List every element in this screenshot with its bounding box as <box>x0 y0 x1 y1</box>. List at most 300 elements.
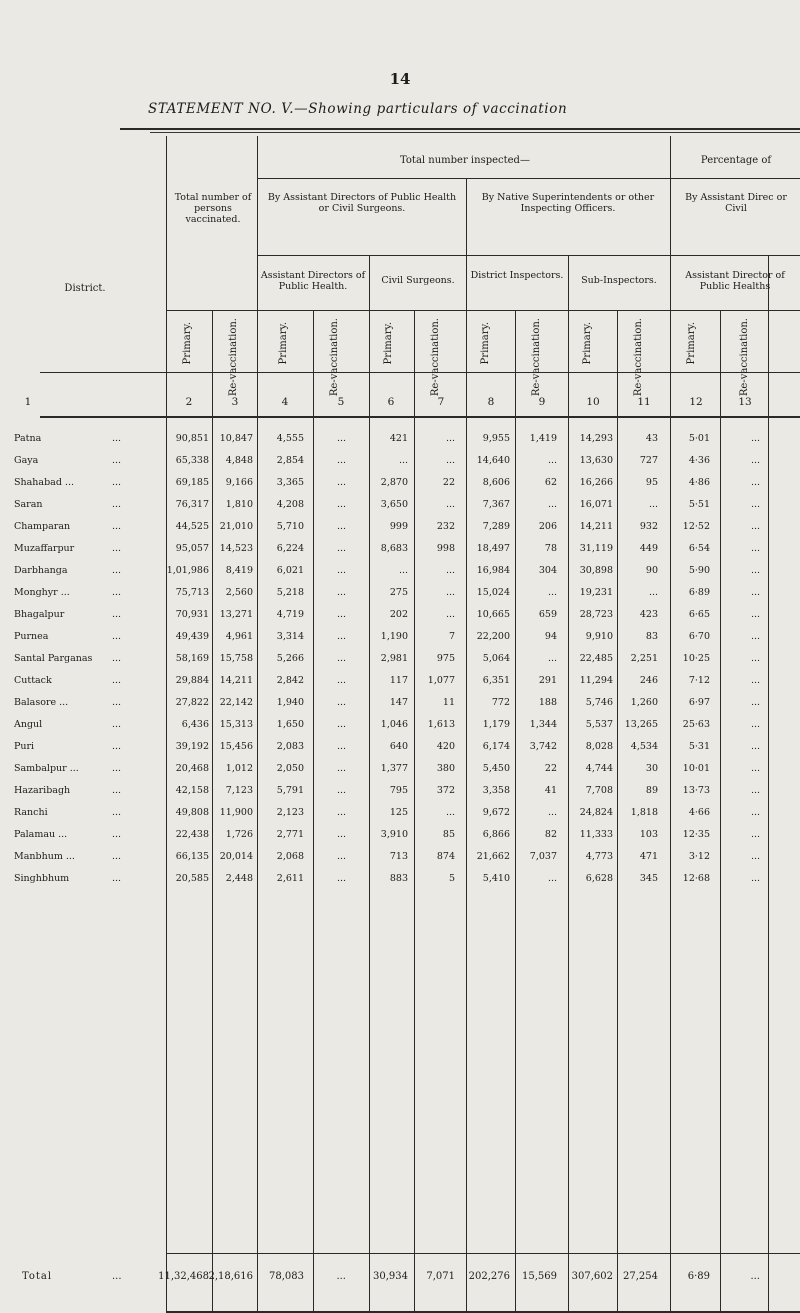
cell-total-revacc: 2,18,616 <box>208 1271 253 1282</box>
cell-total-primary: 44,525 <box>175 521 209 532</box>
cell-pct-revacc: ... <box>750 521 760 532</box>
cell-adph-revacc: ... <box>336 1271 346 1282</box>
primary-label: Primary. <box>686 322 697 365</box>
district-name: Saran <box>14 499 43 510</box>
cell-cs-primary: ... <box>398 565 408 576</box>
cell-total-primary: 49,808 <box>175 807 209 818</box>
leader-dots: ... <box>112 741 122 752</box>
cell-pct-primary: 6·89 <box>687 1271 710 1282</box>
cell-total-revacc: 1,012 <box>225 763 253 774</box>
cell-adph-primary: 5,791 <box>276 785 304 796</box>
cell-cs-revacc: 874 <box>436 851 455 862</box>
cell-pct-revacc: ... <box>750 543 760 554</box>
cell-pct-revacc: ... <box>750 741 760 752</box>
cell-adph-primary: 3,365 <box>276 477 304 488</box>
cell-adph-primary: 4,555 <box>276 433 304 444</box>
asst-direc-civil-header: By Assistant Direc or Civil <box>685 192 787 214</box>
cell-cs-revacc: 7 <box>448 631 455 642</box>
cell-di-primary: 21,662 <box>476 851 510 862</box>
cell-total-revacc: 22,142 <box>219 697 253 708</box>
table-row <box>0 477 800 499</box>
cell-pct-revacc: ... <box>750 477 760 488</box>
cell-pct-primary: 12·35 <box>682 829 710 840</box>
cell-adph-primary: 5,710 <box>276 521 304 532</box>
leader-dots: ... <box>112 873 122 884</box>
cell-pct-revacc: ... <box>750 433 760 444</box>
cell-pct-primary: 10·25 <box>682 653 710 664</box>
cell-adph-primary: 2,842 <box>276 675 304 686</box>
sub-inspectors-header: Sub-Inspectors. <box>581 275 657 286</box>
cell-si-primary: 307,602 <box>571 1271 613 1282</box>
cell-si-primary: 13,630 <box>579 455 613 466</box>
cell-di-primary: 772 <box>491 697 510 708</box>
cell-di-primary: 6,866 <box>482 829 510 840</box>
cell-adph-revacc: ... <box>336 697 346 708</box>
civil-surgeons-header: Civil Surgeons. <box>381 275 455 286</box>
total-vaccinated-header: Total number of persons vaccinated. <box>174 192 252 225</box>
cell-si-primary: 4,744 <box>585 763 613 774</box>
top-rule-thin <box>150 132 800 133</box>
cell-si-revacc: 932 <box>639 521 658 532</box>
cell-total-revacc: 15,456 <box>219 741 253 752</box>
cell-si-primary: 14,211 <box>579 521 613 532</box>
cell-di-revacc: 188 <box>538 697 557 708</box>
cell-pct-primary: 12·52 <box>682 521 710 532</box>
divider <box>257 255 800 256</box>
cell-total-primary: 70,931 <box>175 609 209 620</box>
cell-adph-revacc: ... <box>336 851 346 862</box>
table-row <box>0 521 800 543</box>
cell-cs-revacc: 1,077 <box>427 675 455 686</box>
cell-adph-primary: 4,719 <box>276 609 304 620</box>
leader-dots: ... <box>112 543 122 554</box>
table-row <box>0 565 800 587</box>
cell-cs-revacc: 998 <box>436 543 455 554</box>
cell-di-revacc: ... <box>547 807 557 818</box>
cell-si-revacc: 27,254 <box>623 1271 658 1282</box>
cell-cs-revacc: 372 <box>436 785 455 796</box>
cell-si-primary: 9,910 <box>585 631 613 642</box>
col-number: 1 <box>24 396 32 408</box>
revaccination-label: Re-vaccination. <box>739 318 750 397</box>
leader-dots: ... <box>112 851 122 862</box>
col-number: 6 <box>387 396 395 408</box>
cell-di-primary: 5,450 <box>482 763 510 774</box>
cell-di-revacc: 41 <box>544 785 557 796</box>
cell-adph-revacc: ... <box>336 741 346 752</box>
leader-dots: ... <box>112 653 122 664</box>
cell-adph-primary: 2,771 <box>276 829 304 840</box>
cell-pct-primary: 6·54 <box>688 543 710 554</box>
cell-adph-primary: 5,266 <box>276 653 304 664</box>
table-row <box>0 433 800 455</box>
col-number: 4 <box>281 396 289 408</box>
cell-adph-revacc: ... <box>336 653 346 664</box>
cell-si-revacc: ... <box>648 499 658 510</box>
cell-di-primary: 15,024 <box>476 587 510 598</box>
cell-pct-primary: 25·63 <box>682 719 710 730</box>
cell-cs-primary: 1,190 <box>380 631 408 642</box>
cell-si-revacc: 449 <box>639 543 658 554</box>
cell-cs-primary: 30,934 <box>373 1271 408 1282</box>
cell-cs-primary: 125 <box>389 807 408 818</box>
total-label: Total <box>22 1271 53 1282</box>
leader-dots: ... <box>112 829 122 840</box>
cell-total-primary: 42,158 <box>175 785 209 796</box>
cell-pct-primary: 6·89 <box>688 587 710 598</box>
cell-si-revacc: 13,265 <box>624 719 658 730</box>
cell-adph-revacc: ... <box>336 675 346 686</box>
cell-cs-revacc: 7,071 <box>426 1271 455 1282</box>
cell-si-primary: 24,824 <box>579 807 613 818</box>
district-name: Darbhanga <box>14 565 68 576</box>
leader-dots: ... <box>112 565 122 576</box>
cell-di-revacc: 1,344 <box>529 719 557 730</box>
district-name: Bhagalpur <box>14 609 65 620</box>
cell-di-primary: 8,606 <box>482 477 510 488</box>
district-inspectors-header: District Inspectors. <box>470 270 564 281</box>
cell-adph-revacc: ... <box>336 543 346 554</box>
cell-adph-revacc: ... <box>336 587 346 598</box>
cell-pct-revacc: ... <box>750 675 760 686</box>
cell-adph-primary: 6,021 <box>276 565 304 576</box>
cell-cs-revacc: ... <box>445 433 455 444</box>
cell-total-primary: 95,057 <box>175 543 209 554</box>
table-row <box>0 675 800 697</box>
cell-di-revacc: 206 <box>538 521 557 532</box>
cell-total-primary: 27,822 <box>175 697 209 708</box>
cell-si-revacc: 2,251 <box>630 653 658 664</box>
divider <box>257 178 800 179</box>
cell-pct-primary: 13·73 <box>682 785 710 796</box>
native-supts-header: By Native Superintendents or other Inspecting Officers. <box>481 192 655 214</box>
cell-total-revacc: 14,211 <box>219 675 253 686</box>
cell-cs-primary: 117 <box>389 675 408 686</box>
col-number: 8 <box>487 396 495 408</box>
district-name: Muzaffarpur <box>14 543 75 554</box>
cell-cs-revacc: 85 <box>442 829 455 840</box>
cell-adph-revacc: ... <box>336 521 346 532</box>
primary-label: Primary. <box>278 322 289 365</box>
cell-cs-primary: 3,910 <box>380 829 408 840</box>
district-name: Santal Parganas <box>14 653 93 664</box>
table-row <box>0 829 800 851</box>
cell-si-revacc: 83 <box>645 631 658 642</box>
cell-pct-primary: 12·68 <box>682 873 710 884</box>
cell-di-primary: 6,351 <box>482 675 510 686</box>
total-inspected-header: Total number inspected— <box>400 155 530 166</box>
cell-cs-revacc: 420 <box>436 741 455 752</box>
district-name: Hazaribagh <box>14 785 71 796</box>
table-row <box>0 609 800 631</box>
district-name: Cuttack <box>14 675 52 686</box>
cell-si-primary: 8,028 <box>585 741 613 752</box>
asst-director-ph-right-header: Assistant Director of Public Healths <box>685 270 785 292</box>
cell-total-revacc: 13,271 <box>219 609 253 620</box>
top-rule <box>120 128 800 130</box>
leader-dots: ... <box>112 521 122 532</box>
cell-cs-revacc: 5 <box>448 873 455 884</box>
cell-total-revacc: 21,010 <box>219 521 253 532</box>
cell-pct-revacc: ... <box>750 455 760 466</box>
cell-pct-revacc: ... <box>750 1271 760 1282</box>
cell-pct-primary: 5·90 <box>688 565 710 576</box>
cell-si-revacc: 90 <box>645 565 658 576</box>
table-row <box>0 807 800 829</box>
cell-total-revacc: 1,810 <box>225 499 253 510</box>
district-name: Shahabad ... <box>14 477 74 488</box>
table-row <box>0 763 800 785</box>
cell-di-primary: 22,200 <box>476 631 510 642</box>
cell-adph-revacc: ... <box>336 763 346 774</box>
cell-di-revacc: 78 <box>544 543 557 554</box>
cell-adph-revacc: ... <box>336 807 346 818</box>
cell-si-revacc: 1,260 <box>630 697 658 708</box>
col-number: 13 <box>738 396 752 408</box>
cell-di-primary: 7,367 <box>482 499 510 510</box>
col-number: 7 <box>437 396 445 408</box>
cell-cs-revacc: 11 <box>442 697 455 708</box>
leader-dots: ... <box>112 675 122 686</box>
cell-cs-primary: 1,046 <box>380 719 408 730</box>
revaccination-label: Re-vaccination. <box>430 318 441 397</box>
cell-cs-primary: 640 <box>389 741 408 752</box>
cell-total-revacc: 14,523 <box>219 543 253 554</box>
district-name: Puri <box>14 741 35 752</box>
cell-pct-primary: 5·01 <box>688 433 710 444</box>
cell-total-revacc: 9,166 <box>225 477 253 488</box>
leader-dots: ... <box>112 763 122 774</box>
percentage-header: Percentage of <box>700 155 772 166</box>
cell-adph-primary: 2,123 <box>276 807 304 818</box>
divider <box>166 1253 800 1254</box>
cell-pct-revacc: ... <box>750 807 760 818</box>
cell-si-primary: 11,294 <box>579 675 613 686</box>
cell-total-primary: 29,884 <box>175 675 209 686</box>
revaccination-label: Re-vaccination. <box>633 318 644 397</box>
cell-di-primary: 18,497 <box>476 543 510 554</box>
cell-cs-primary: ... <box>398 455 408 466</box>
primary-label: Primary. <box>480 322 491 365</box>
cell-pct-primary: 3·12 <box>688 851 710 862</box>
cell-adph-primary: 1,650 <box>276 719 304 730</box>
asst-directors-ph-header: Assistant Directors of Public Health. <box>260 270 366 292</box>
table-row <box>0 697 800 719</box>
district-name: Purnea <box>14 631 49 642</box>
table-row <box>0 741 800 763</box>
cell-cs-primary: 202 <box>389 609 408 620</box>
cell-si-primary: 11,333 <box>579 829 613 840</box>
cell-total-revacc: 7,123 <box>225 785 253 796</box>
leader-dots: ... <box>112 807 122 818</box>
cell-si-primary: 22,485 <box>579 653 613 664</box>
cell-pct-revacc: ... <box>750 565 760 576</box>
leader-dots: ... <box>112 697 122 708</box>
cell-adph-primary: 2,083 <box>276 741 304 752</box>
cell-total-primary: 11,32,468 <box>158 1271 209 1282</box>
cell-si-primary: 19,231 <box>579 587 613 598</box>
cell-di-revacc: 62 <box>544 477 557 488</box>
cell-di-revacc: 304 <box>538 565 557 576</box>
cell-di-revacc: 94 <box>544 631 557 642</box>
cell-di-primary: 9,672 <box>482 807 510 818</box>
statement-heading <box>148 101 788 117</box>
heading-prefix: STATEMENT NO. <box>148 101 277 117</box>
leader-dots: ... <box>112 433 122 444</box>
cell-pct-primary: 10·01 <box>682 763 710 774</box>
cell-pct-revacc: ... <box>750 851 760 862</box>
cell-si-revacc: 89 <box>645 785 658 796</box>
cell-si-revacc: 95 <box>645 477 658 488</box>
cell-di-revacc: 659 <box>538 609 557 620</box>
divider <box>40 372 800 373</box>
cell-di-revacc: 82 <box>544 829 557 840</box>
cell-di-primary: 6,174 <box>482 741 510 752</box>
district-name: Palamau ... <box>14 829 68 840</box>
district-name: Gaya <box>14 455 39 466</box>
leader-dots: ... <box>112 631 122 642</box>
cell-adph-revacc: ... <box>336 785 346 796</box>
district-name: Manbhum ... <box>14 851 75 862</box>
cell-total-primary: 20,468 <box>175 763 209 774</box>
cell-si-primary: 14,293 <box>579 433 613 444</box>
table-row <box>0 455 800 477</box>
leader-dots: ... <box>112 499 122 510</box>
cell-cs-primary: 999 <box>389 521 408 532</box>
cell-total-revacc: 20,014 <box>219 851 253 862</box>
cell-di-revacc: 15,569 <box>522 1271 557 1282</box>
cell-total-primary: 75,713 <box>175 587 209 598</box>
cell-si-primary: 7,708 <box>585 785 613 796</box>
cell-total-primary: 49,439 <box>175 631 209 642</box>
cell-adph-primary: 4,208 <box>276 499 304 510</box>
cell-di-primary: 5,064 <box>482 653 510 664</box>
table-row <box>0 587 800 609</box>
cell-di-revacc: 22 <box>544 763 557 774</box>
cell-di-revacc: 291 <box>538 675 557 686</box>
leader-dots: ... <box>112 455 122 466</box>
divider <box>40 416 800 418</box>
cell-total-revacc: 11,900 <box>219 807 253 818</box>
cell-adph-revacc: ... <box>336 719 346 730</box>
cell-adph-revacc: ... <box>336 477 346 488</box>
cell-total-revacc: 1,726 <box>225 829 253 840</box>
cell-pct-revacc: ... <box>750 697 760 708</box>
cell-di-primary: 202,276 <box>468 1271 510 1282</box>
cell-total-revacc: 4,961 <box>225 631 253 642</box>
cell-cs-primary: 2,870 <box>380 477 408 488</box>
cell-di-revacc: ... <box>547 587 557 598</box>
cell-di-revacc: ... <box>547 499 557 510</box>
table-row <box>0 785 800 807</box>
leader-dots: ... <box>112 477 122 488</box>
divider <box>166 310 800 311</box>
col-number: 2 <box>185 396 193 408</box>
cell-cs-primary: 713 <box>389 851 408 862</box>
cell-total-primary: 22,438 <box>175 829 209 840</box>
revaccination-label: Re-vaccination. <box>329 318 340 397</box>
col-number: 9 <box>538 396 546 408</box>
heading-rest: —Showing particulars of vaccination <box>294 101 568 117</box>
table-row <box>0 499 800 521</box>
cell-total-primary: 1,01,986 <box>166 565 209 576</box>
col-number: 5 <box>337 396 345 408</box>
cell-pct-primary: 6·70 <box>688 631 710 642</box>
cell-adph-primary: 78,083 <box>269 1271 304 1282</box>
cell-si-revacc: 1,818 <box>630 807 658 818</box>
district-name: Angul <box>14 719 43 730</box>
col-number: 10 <box>586 396 600 408</box>
cell-adph-primary: 2,068 <box>276 851 304 862</box>
asst-directors-or-civil-header: By Assistant Directors of Public Health or Civil Surgeons. <box>267 192 457 214</box>
cell-total-revacc: 2,448 <box>225 873 253 884</box>
cell-pct-revacc: ... <box>750 631 760 642</box>
cell-cs-revacc: 1,613 <box>427 719 455 730</box>
cell-pct-revacc: ... <box>750 785 760 796</box>
cell-total-revacc: 10,847 <box>219 433 253 444</box>
cell-di-revacc: 1,419 <box>529 433 557 444</box>
cell-cs-primary: 883 <box>389 873 408 884</box>
cell-adph-revacc: ... <box>336 609 346 620</box>
cell-total-primary: 69,185 <box>175 477 209 488</box>
cell-di-primary: 5,410 <box>482 873 510 884</box>
cell-si-primary: 5,746 <box>585 697 613 708</box>
cell-cs-revacc: ... <box>445 807 455 818</box>
cell-pct-primary: 6·97 <box>688 697 710 708</box>
district-name: Champaran <box>14 521 71 532</box>
cell-si-primary: 4,773 <box>585 851 613 862</box>
cell-total-primary: 39,192 <box>175 741 209 752</box>
cell-di-primary: 7,289 <box>482 521 510 532</box>
cell-total-revacc: 15,313 <box>219 719 253 730</box>
cell-adph-revacc: ... <box>336 565 346 576</box>
cell-pct-primary: 7·12 <box>688 675 710 686</box>
cell-adph-primary: 1,940 <box>276 697 304 708</box>
cell-pct-revacc: ... <box>750 873 760 884</box>
col-number: 12 <box>689 396 703 408</box>
district-header: District. <box>64 283 106 294</box>
cell-total-revacc: 2,560 <box>225 587 253 598</box>
heading-roman: V. <box>281 101 295 117</box>
table-row <box>0 851 800 873</box>
cell-pct-revacc: ... <box>750 499 760 510</box>
cell-adph-revacc: ... <box>336 433 346 444</box>
cell-di-revacc: 3,742 <box>529 741 557 752</box>
cell-si-primary: 16,071 <box>579 499 613 510</box>
table-row <box>0 653 800 675</box>
cell-si-revacc: 4,534 <box>630 741 658 752</box>
cell-adph-revacc: ... <box>336 631 346 642</box>
cell-cs-primary: 275 <box>389 587 408 598</box>
leader-dots: ... <box>112 587 122 598</box>
cell-si-primary: 6,628 <box>585 873 613 884</box>
cell-si-revacc: 471 <box>639 851 658 862</box>
cell-si-revacc: 103 <box>639 829 658 840</box>
cell-si-revacc: 43 <box>645 433 658 444</box>
cell-si-primary: 31,119 <box>579 543 613 554</box>
cell-cs-revacc: ... <box>445 587 455 598</box>
district-name: Singhbhum <box>14 873 70 884</box>
cell-pct-primary: 4·36 <box>688 455 710 466</box>
cell-si-revacc: 246 <box>639 675 658 686</box>
cell-adph-primary: 2,050 <box>276 763 304 774</box>
district-name: Sambalpur ... <box>14 763 79 774</box>
cell-pct-primary: 4·86 <box>688 477 710 488</box>
cell-total-primary: 76,317 <box>175 499 209 510</box>
cell-total-revacc: 4,848 <box>225 455 253 466</box>
cell-pct-revacc: ... <box>750 653 760 664</box>
cell-pct-revacc: ... <box>750 763 760 774</box>
